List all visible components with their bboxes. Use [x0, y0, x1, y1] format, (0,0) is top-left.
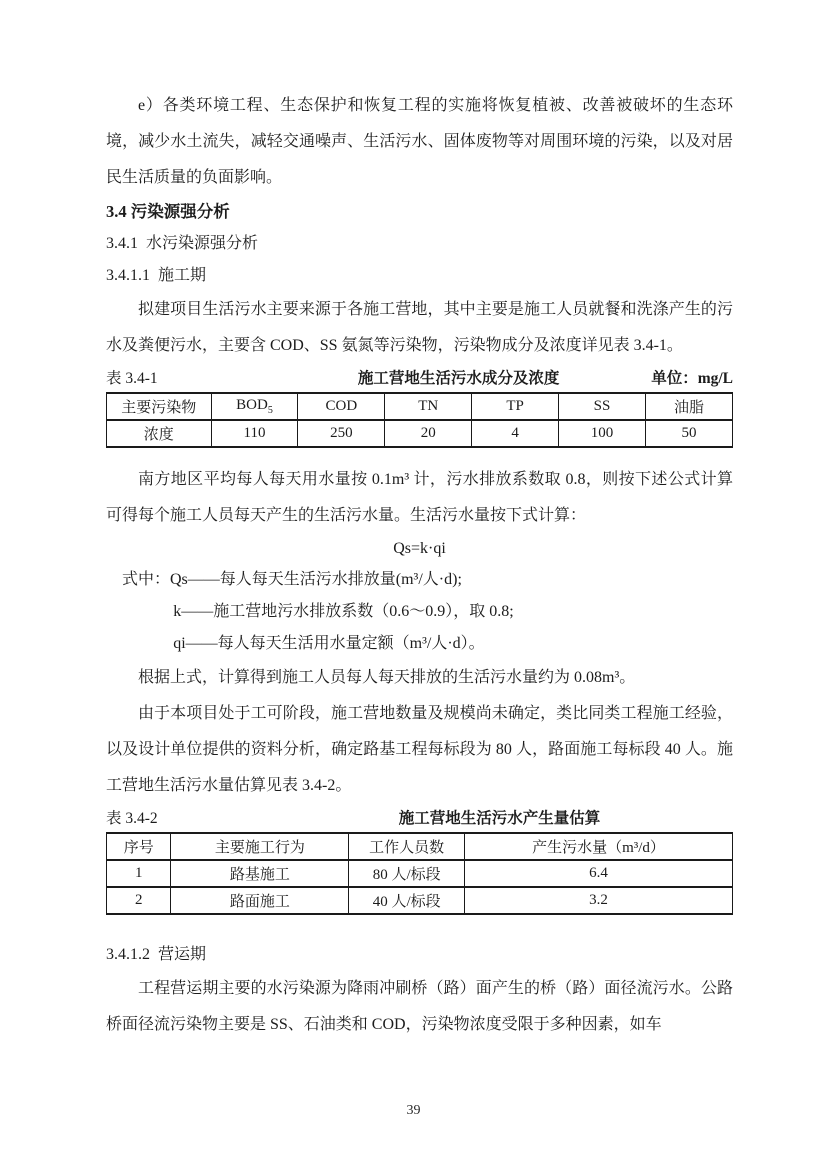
formula-qs: Qs=k·qi [393, 540, 446, 557]
table-cell [211, 393, 298, 420]
table-cell: 工作人员数 [349, 833, 465, 860]
heading-3-4-1: 3.4.1 水污染源强分析 [106, 235, 259, 252]
paragraph-operation-period: 工程营运期主要的水污染源为降雨冲刷桥（路）面产生的桥（路）面径流污水。公路桥面径流污染物主要是 SS、石油类和 COD，污染物浓度受限于多种因素，如车 [106, 980, 733, 1033]
table-cell: 50 [645, 420, 732, 447]
table-cell: SS [559, 393, 646, 420]
table-cell: 4 [472, 420, 559, 447]
table-row [107, 393, 733, 420]
table-cell: 浓度 [107, 420, 212, 447]
table-3-4-1-unit: 单位：mg/L [651, 370, 733, 387]
heading-3-4: 3.4 污染源强分析 [106, 202, 230, 221]
table-row [107, 887, 733, 914]
table-cell: 110 [211, 420, 298, 447]
table-cell: 20 [385, 420, 472, 447]
table-cell: 250 [298, 420, 385, 447]
paragraph-result: 根据上式，计算得到施工人员每人每天排放的生活污水量约为 0.08m³。 [138, 669, 636, 686]
table-3-4-1 [106, 392, 733, 448]
formula-term-qs: 式中：Qs——每人每天生活污水排放量(m³/人·d); [122, 571, 462, 588]
table-cell: 3.2 [465, 887, 733, 914]
table-cell: 1 [107, 860, 171, 887]
table-row [107, 860, 733, 887]
table-row [107, 833, 733, 860]
paragraph-sewage-source: 拟建项目生活污水主要来源于各施工营地，其中主要是施工人员就餐和洗涤产生的污水及粪便污水，主要含 COD、SS 氨氮等污染物，污染物成分及浓度详见表 3.4-1。 [106, 301, 733, 354]
table-3-4-2-label: 表 3.4-2 [106, 810, 158, 827]
bod-subscript: 5 [267, 405, 273, 416]
heading-3-4-1-2: 3.4.1.2 营运期 [106, 946, 207, 963]
table-cell: TN [385, 393, 472, 420]
table-cell: 6.4 [465, 860, 733, 887]
table-cell: 油脂 [645, 393, 732, 420]
table-3-4-2 [106, 832, 733, 915]
paragraph-camp-scale: 由于本项目处于工可阶段，施工营地数量及规模尚未确定，类比同类工程施工经验，以及设计单位提供的资料分析，确定路基工程每标段为 80 人，路面施工每标段 40 人。施工营地生活污水量估算见表 3.4-2。 [106, 705, 733, 794]
table-3-4-1-title: 施工营地生活污水成分及浓度 [357, 370, 560, 387]
table-cell: 40 人/标段 [349, 887, 465, 914]
page-number: 39 [406, 1103, 421, 1118]
table-3-4-1-caption [106, 366, 733, 392]
table-cell: COD [298, 393, 385, 420]
formula-term-k: k——施工营地污水排放系数（0.6～0.9），取 0.8; [173, 603, 514, 620]
table-row [107, 420, 733, 447]
table-cell: TP [472, 393, 559, 420]
table-cell: 主要污染物 [107, 393, 212, 420]
table-cell: 路面施工 [171, 887, 349, 914]
table-cell: 路基施工 [171, 860, 349, 887]
bod-label: BOD [236, 397, 268, 413]
formula-term-qi: qi——每人每天生活用水量定额（m³/人·d）。 [173, 635, 485, 652]
table-cell: 主要施工行为 [171, 833, 349, 860]
table-3-4-2-caption [106, 806, 733, 832]
table-cell: 产生污水量（m³/d） [465, 833, 733, 860]
heading-3-4-1-1: 3.4.1.1 施工期 [106, 267, 207, 284]
paragraph-eco-impact: e）各类环境工程、生态保护和恢复工程的实施将恢复植被、改善被破坏的生态环境，减少水土流失，减轻交通噪声、生活污水、固体废物等对周围环境的污染，以及对居民生活质量的负面影响。 [106, 97, 733, 186]
table-cell: 100 [559, 420, 646, 447]
table-3-4-1-label: 表 3.4-1 [106, 370, 158, 387]
table-cell: 2 [107, 887, 171, 914]
table-cell: 80 人/标段 [349, 860, 465, 887]
paragraph-water-usage: 南方地区平均每人每天用水量按 0.1m³ 计，污水排放系数取 0.8，则按下述公式计算可得每个施工人员每天产生的生活污水量。生活污水量按下式计算： [106, 471, 733, 524]
table-cell: 序号 [107, 833, 171, 860]
table-3-4-2-title: 施工营地生活污水产生量估算 [398, 810, 601, 827]
